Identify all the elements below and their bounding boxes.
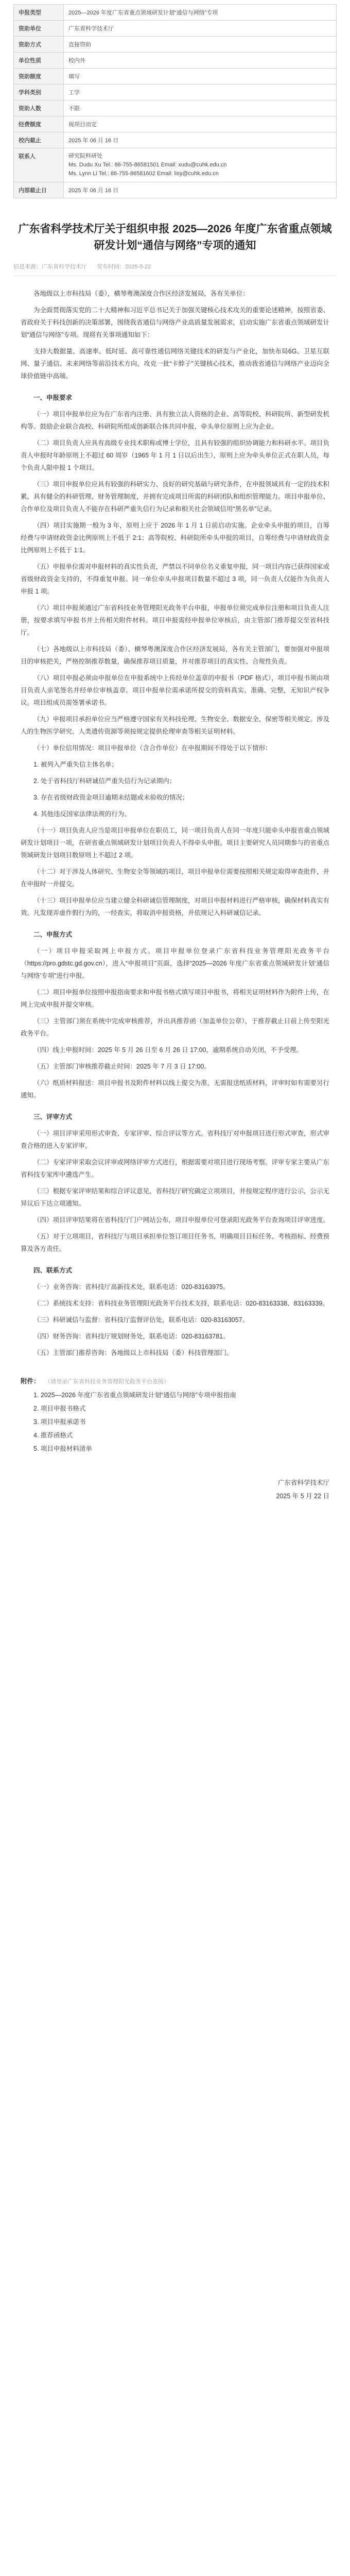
meta-key: 资助单位 <box>14 21 64 37</box>
attachments-label: 附件： <box>21 1378 40 1385</box>
contact-line: Ms. Dudu Xu Tel.: 86-755-86581501 Email: xudu@cuhk.edu.cn <box>68 162 227 168</box>
paragraph: （八）项目申报必须由申报单位在申报系统中上传经单位盖章的申报书（PDF 格式），项目申报书须由项目负责人亲笔签名并经单位审核盖章。项目申报单位需承诺所提交的资料真实、准确、完整，无知识产权争议。项目组成员需签署承诺书。 <box>21 674 329 706</box>
meta-row <box>14 132 337 148</box>
meta-row <box>14 116 337 132</box>
meta-key: 校内截止 <box>14 132 64 148</box>
paragraph: （十二）对于涉及人体研究、生物安全等领域的项目，项目申报单位需要按照相关规定取得审查批件，并在申报时一并提交。 <box>21 868 330 888</box>
meta-value: 2025 年 06 月 16 日 <box>64 132 337 148</box>
meta-row-contact <box>14 148 337 182</box>
info-bar <box>13 262 337 276</box>
meta-value: 填写 <box>64 69 337 84</box>
paragraph: 3. 存在省级财政资金项目逾期未结题或未验收的情况； <box>33 794 189 801</box>
attachments <box>21 1375 329 1455</box>
meta-value: 广东省科学技术厅 <box>64 21 337 37</box>
meta-value: 工学 <box>64 84 337 100</box>
source-label: 信息来源：广东省科学技术厅 <box>13 264 87 270</box>
paragraph: （七）各地级以上市科技局（委）、横琴粤澳深度合作区经济发展局，各有关主管部门，要加强对申报项目的审核把关，严格控制推荐数量，确保推荐项目质量，并对推荐项目的真实性、合规性负责。 <box>21 646 329 665</box>
meta-row <box>14 21 337 37</box>
paragraph: 支持大数据量、高速率、低时延、高可靠性通信网络关键技术的研发与产业化，加快布局6G、卫星互联网、量子通信、未来网络等前沿技术方向，攻克一批“卡脖子”关键核心技术，推动我省通信与网络产业迈向全球价值链中高端。 <box>21 348 329 380</box>
sign-date: 2025 年 5 月 22 日 <box>276 1493 329 1500</box>
meta-value: 2025 年 06 月 16 日 <box>64 182 337 198</box>
section-heading: 二、申报方式 <box>33 931 73 938</box>
paragraph: （四）项目评审结果将在省科技厅门户网站公布，项目申报单位可登录阳光政务平台查询项目评审进度。 <box>33 1216 330 1224</box>
meta-key: 单位性质 <box>14 53 64 69</box>
contact-line: Ms. Lynn Li Tel.: 86-755-86581602 Email: lisy@cuhk.edu.cn <box>68 171 219 177</box>
paragraph: （一）项目评审采用形式审查、专家评审、综合评议等方式。省科技厅对申报项目进行形式审查，形式审查合格的进入专家评审。 <box>21 1130 330 1149</box>
paragraph: （三）项目申报单位应具有较强的科研实力、良好的研究基础与研究条件，在申报领域具有一定的技术积累，具有健全的科研管理、财务管理制度，并拥有完成项目所需的科研团队和组织管理能力。项目申报单位、合作单位及项目负责人不能存在科研严重失信行为记录和相关社会领域信用“黑名单”记录。 <box>21 481 330 513</box>
attachment-link[interactable]: 5. 项目申报材料清单 <box>33 1445 92 1452</box>
paragraph: （十一）项目负责人应当是项目申报单位在职员工，同一项目负责人在同一年度只能牵头申报省重点领域研发计划项目一项，在研省重点领域研发计划项目负责人不得牵头申报。项目主要研究人员同期参与的省重点领域研发计划项目数原则上不超过 2 项。 <box>21 827 330 859</box>
attachments-note: （请登录广东省科技业务管理阳光政务平台查阅） <box>45 1379 169 1385</box>
meta-value: 视项目而定 <box>64 116 337 132</box>
meta-row-deadline <box>14 182 337 198</box>
meta-value: 校内外 <box>64 53 337 69</box>
meta-key: 联系人 <box>14 148 64 182</box>
attachment-link[interactable]: 2. 项目申报书格式 <box>33 1405 86 1412</box>
meta-row <box>14 53 337 69</box>
paragraph: （一）业务咨询：省科技厅高新技术处，联系电话：020-83163975。 <box>33 1283 230 1291</box>
paragraph: （五）申报单位需对申报材料的真实性负责，严禁以不同单位名义重复申报，同一项目内容已获得国家或省级财政资金支持的，不得重复申报。同一单位牵头申报项目数量不超过 3 项，同一负责人仅能作为负责人申报 1 项。 <box>21 563 330 595</box>
paragraph: （二）项目负责人应具有高级专业技术职称或博士学位，且具有较强的组织协调能力和科研水平。项目负责人申报时年龄原则上不超过 60 周岁（1965 年 1 月 1 日以后出生），原则上应为牵头单位正式在职人员，每个负责人限申报 1 个项目。 <box>21 439 330 471</box>
paragraph: （一）项目申报采取网上申报方式。项目申报单位登录广东省科技业务管理阳光政务平台（https://pro.gdstc.gd.gov.cn），进入“申报项目”页面，选择“2025—2026 年度广东省重点领域研发计划‘通信与网络’专项”进行申报。 <box>21 947 329 979</box>
meta-value: 不限 <box>64 100 337 116</box>
meta-value: 2025—2026 年度广东省重点领域研发计划“通信与网络”专项 <box>64 5 337 21</box>
paragraph: （五）主管部门推荐咨询：各地级以上市科技局（委）科技管理部门。 <box>33 1349 233 1357</box>
meta-table <box>13 4 337 198</box>
paragraph: 2. 处于省科技厅科研诚信严重失信行为记录期内； <box>33 777 176 785</box>
meta-row <box>14 5 337 21</box>
article-body <box>21 287 329 1359</box>
attachments-heading <box>21 1375 329 1388</box>
section-heading: 四、联系方式 <box>33 1267 73 1274</box>
paragraph: （二）系统技术支持：省科技业务管理阳光政务平台技术支持，联系电话：020-83163338、83163339。 <box>33 1300 329 1307</box>
meta-row <box>14 84 337 100</box>
paragraph: （二）专家评审采取会议评审或网络评审方式进行，根据需要对项目进行现场考察。评审专家主要从广东省科技专家库中遴选产生。 <box>21 1159 330 1178</box>
meta-key: 资助额度 <box>14 69 64 84</box>
meta-key: 经费额度 <box>14 116 64 132</box>
paragraph: （三）科研诚信与监督：省科技厅监督评估处，联系电话：020-83163057。 <box>33 1316 249 1324</box>
meta-key: 申报类型 <box>14 5 64 21</box>
paragraph: （四）财务咨询：省科技厅规划财务处，联系电话：020-83163781。 <box>33 1333 230 1340</box>
paragraph: （六）纸质材料报送：项目申报书及附件材料以线上提交为准，无需报送纸质材料，评审时如有需要另行通知。 <box>21 1079 330 1099</box>
meta-row <box>14 37 337 53</box>
section-heading: 三、评审方式 <box>33 1113 73 1121</box>
paragraph: （三）根据专家评审结果和综合评议意见，省科技厅研究确定立项项目，并按规定程序进行公示，公示无异议后下达立项通知。 <box>21 1188 330 1207</box>
paragraph: 为全面贯彻落实党的二十大精神和习近平总书记关于加强关键核心技术攻关的重要论述精神，按照省委、省政府关于科技创新的决策部署，围绕我省通信与网络产业高质量发展需求，启动实施广东省重点领域研发计划“通信与网络”专项。现将有关事项通知如下： <box>21 307 330 338</box>
paragraph: （十）单位信用情况：项目申报单位（含合作单位）在申报期间不得处于以下情形： <box>33 744 272 752</box>
meta-value: 直接资助 <box>64 37 337 53</box>
paragraph: （九）申报项目承担单位应当严格遵守国家有关科技伦理、生物安全、数据安全、保密等相关规定。涉及人的生物医学研究、人类遗传资源等须按规定提供伦理审查等相关证明材料。 <box>21 716 330 735</box>
paragraph: （四）项目实施期一般为 3 年，原则上应于 2026 年 1 月 1 日前启动实施。企业牵头申报的项目，自筹经费与申请财政资金比例原则上不低于 2:1；高等院校、科研院所牵头申报的项目，自筹经费与申请财政资金比例原则上不低于 1:1。 <box>21 522 329 554</box>
meta-row <box>14 69 337 84</box>
section-heading: 一、申报要求 <box>33 394 73 401</box>
signature-block <box>21 1476 329 1503</box>
paragraph: （一）项目申报单位应为在广东省内注册、具有独立法人资格的企业、高等院校、科研院所、新型研发机构等。鼓励企业联合高校、科研院所组成创新联合体共同申报，牵头单位原则上应为企业。 <box>21 411 330 430</box>
paragraph: （二）项目申报单位按照申报指南要求和申报书格式填写项目申报书，将相关证明材料作为附件上传，在网上完成申报并提交审核。 <box>21 989 330 1008</box>
meta-key: 资助人数 <box>14 100 64 116</box>
paragraph: （五）主管部门审核推荐截止时间：2025 年 7 月 3 日 17:00。 <box>33 1063 211 1070</box>
publish-date: 发布时间：2025-5-22 <box>97 264 151 270</box>
sign-org: 广东省科学技术厅 <box>277 1479 329 1486</box>
meta-key: 学科类别 <box>14 84 64 100</box>
paragraph: 4. 其他违反国家法律法规的行为。 <box>33 810 131 818</box>
page <box>0 4 350 1503</box>
page-title: 广东省科学技术厅关于组织申报 2025—2026 年度广东省重点领域研发计划“通信与网络”专项的通知 <box>18 223 332 251</box>
paragraph: （六）项目申报须通过广东省科技业务管理阳光政务平台申报，申报单位须完成单位注册和项目负责人注册，按要求填写申报书并上传相关附件材料。项目申报需经申报单位审核后，由主管部门推荐提交至省科技厅。 <box>21 604 330 636</box>
paragraph: （十三）项目申报单位应当建立健全科研诚信管理制度，对项目申报材料进行严格审核，确保材料真实有效。凡发现弄虚作假行为的，一经查实，将取消申报资格，并依规记入科研诚信记录。 <box>21 897 330 917</box>
paragraph: 各地级以上市科技局（委），横琴粤澳深度合作区经济发展局，各有关单位： <box>33 290 249 297</box>
contact-line: 研究院科研处 <box>68 153 102 159</box>
attachment-link[interactable]: 4. 推荐函格式 <box>33 1432 73 1439</box>
meta-row <box>14 100 337 116</box>
meta-key: 内部截止日 <box>14 182 64 198</box>
paragraph: （三）主管部门须在系统中完成审核推荐，并出具推荐函（加盖单位公章），于推荐截止日前上传至阳光政务平台。 <box>21 1018 329 1037</box>
paragraph: 1. 被列入严重失信主体名单； <box>33 761 118 768</box>
attachment-link[interactable]: 3. 项目申报承诺书 <box>33 1418 86 1426</box>
paragraph: （四）线上申报时间：2025 年 5 月 26 日至 6 月 26 日 17:00，逾期系统自动关闭，不予受理。 <box>33 1046 303 1054</box>
attachment-link[interactable]: 1. 2025—2026 年度广东省重点领域研发计划“通信与网络”专项申报指南 <box>33 1392 236 1399</box>
meta-contacts <box>64 148 337 182</box>
meta-key: 资助方式 <box>14 37 64 53</box>
paragraph: （五）对于立项项目，省科技厅与项目承担单位签订项目任务书，明确项目目标任务、考核指标、经费预算及各方责任。 <box>21 1233 330 1252</box>
